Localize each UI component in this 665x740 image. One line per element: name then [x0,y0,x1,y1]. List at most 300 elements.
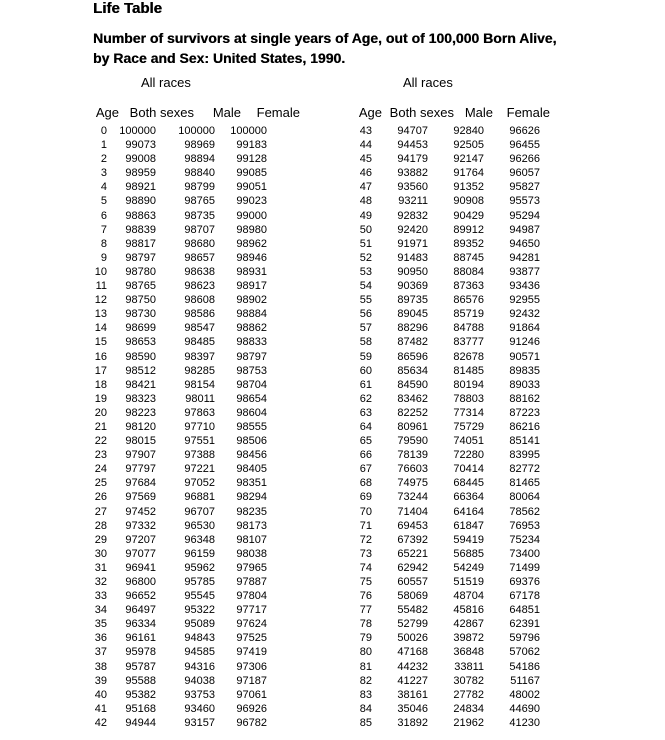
table-row [90,674,267,688]
cell-both-sexes: 93560 [397,181,428,194]
cell-male: 95322 [184,604,215,617]
cell-both-sexes: 80961 [397,420,428,433]
cell-female: 96782 [236,716,267,729]
cell-both-sexes: 95168 [125,702,156,715]
cell-both-sexes: 58069 [397,590,428,603]
right-column-headers [350,105,550,121]
table-row [350,688,540,702]
cell-female: 97965 [236,561,267,574]
cell-both-sexes: 83462 [397,392,428,405]
cell-male: 94843 [184,632,215,645]
cell-age: 52 [359,251,372,264]
table-row [350,575,540,589]
cell-female: 99000 [236,209,267,222]
table-row [90,209,267,223]
cell-both-sexes: 92420 [397,223,428,236]
cell-both-sexes: 97332 [125,519,156,532]
cell-both-sexes: 98653 [125,336,156,349]
cell-female: 48002 [509,688,540,701]
cell-male: 77314 [453,406,484,419]
cell-age: 67 [359,463,372,476]
cell-both-sexes: 98817 [125,237,156,250]
cell-female: 98980 [236,223,267,236]
cell-female: 98294 [236,491,267,504]
cell-male: 98657 [184,251,215,264]
cell-both-sexes: 98323 [125,392,156,405]
cell-male: 98397 [184,350,215,363]
cell-both-sexes: 74975 [397,477,428,490]
cell-both-sexes: 94707 [397,125,428,137]
cell-male: 98969 [184,139,215,152]
cell-male: 75729 [453,420,484,433]
cell-both-sexes: 69453 [397,519,428,532]
table-row [90,490,267,504]
cell-both-sexes: 97684 [125,477,156,490]
table-row [350,519,540,533]
cell-female: 82772 [509,463,540,476]
cell-female: 98962 [236,237,267,250]
cell-female: 95827 [509,181,540,194]
cell-male: 86576 [453,294,484,307]
cell-age: 4 [100,181,107,194]
cell-both-sexes: 95588 [125,674,156,687]
table-row [90,519,267,533]
cell-both-sexes: 94453 [397,139,428,152]
cell-female: 98107 [236,533,267,546]
cell-male: 97052 [184,477,215,490]
header-female: Female [506,105,550,120]
cell-male: 33811 [454,660,484,673]
cell-male: 95962 [184,561,215,574]
cell-female: 90571 [509,350,540,363]
table-row [350,434,540,448]
cell-male: 93753 [184,688,215,701]
cell-female: 97804 [236,590,267,603]
cell-age: 47 [359,181,372,194]
table-row [90,406,267,420]
cell-both-sexes: 91483 [397,251,428,264]
table-row [350,251,540,265]
cell-both-sexes: 85634 [397,364,428,377]
cell-female: 99183 [236,139,267,152]
cell-age: 58 [359,336,372,349]
cell-female: 98833 [236,336,267,349]
table-row [90,392,267,406]
table-row [90,166,267,180]
cell-male: 24834 [453,702,484,715]
cell-female: 88162 [509,392,540,405]
cell-female: 98654 [236,392,267,405]
page-subtitle: Number of survivors at single years of Age, out of 100,000 Born Alive, by Race and Sex: United States, 1990. [93,30,557,66]
cell-female: 97306 [236,660,267,673]
cell-both-sexes: 31892 [397,716,428,729]
table-row [350,589,540,603]
cell-male: 92840 [453,125,484,137]
cell-both-sexes: 88296 [397,322,428,335]
cell-male: 97388 [184,449,215,462]
cell-male: 89352 [453,237,484,250]
cell-female: 91864 [509,322,540,335]
table-row [90,180,267,194]
cell-both-sexes: 52799 [397,618,428,631]
cell-both-sexes: 98780 [125,265,156,278]
cell-female: 97187 [236,674,267,687]
cell-female: 99128 [236,153,267,166]
cell-male: 51519 [453,576,484,588]
cell-age: 16 [94,350,107,363]
table-row [350,674,540,688]
cell-female: 89835 [509,364,540,377]
cell-male: 82678 [453,350,484,363]
cell-male: 83777 [453,336,484,349]
cell-male: 61847 [453,519,484,532]
cell-female: 97717 [236,604,267,617]
table-row [90,688,267,702]
cell-age: 41 [94,702,107,715]
cell-male: 89912 [453,223,484,236]
cell-female: 98405 [236,463,267,476]
cell-age: 39 [94,674,107,687]
table-row [350,364,540,378]
cell-male: 98154 [184,378,215,391]
cell-age: 59 [359,350,372,363]
table-row [90,321,267,335]
cell-age: 83 [359,688,372,701]
cell-male: 96881 [184,491,215,504]
cell-male: 91352 [453,181,484,194]
cell-age: 75 [359,576,372,588]
cell-both-sexes: 97207 [125,533,156,546]
cell-female: 67178 [509,590,540,603]
table-row [350,378,540,392]
table-row [350,420,540,434]
cell-female: 98604 [236,406,267,419]
table-row [90,293,267,307]
cell-both-sexes: 98590 [125,350,156,363]
cell-age: 13 [94,308,107,321]
cell-both-sexes: 91971 [397,237,428,250]
cell-age: 21 [94,420,107,433]
right-group-label: All races [403,75,453,90]
cell-age: 44 [359,139,372,152]
cell-male: 90429 [453,209,484,222]
cell-both-sexes: 87482 [397,336,428,349]
cell-both-sexes: 94944 [125,716,156,729]
cell-female: 97525 [236,632,267,645]
left-group-label: All races [141,75,191,90]
cell-female: 98797 [236,350,267,363]
cell-female: 76953 [509,519,540,532]
cell-age: 53 [359,265,372,278]
cell-female: 99051 [236,181,267,194]
cell-both-sexes: 38161 [397,688,428,701]
cell-female: 59796 [509,632,540,645]
cell-male: 94585 [184,646,215,659]
cell-female: 98235 [236,505,267,518]
cell-age: 14 [94,322,107,335]
cell-male: 74051 [453,435,484,448]
cell-female: 98456 [236,449,267,462]
cell-male: 93157 [184,716,215,729]
cell-female: 94987 [509,223,540,236]
cell-male: 98894 [184,153,215,166]
table-row [350,490,540,504]
cell-male: 56885 [453,547,484,560]
cell-age: 40 [94,688,107,701]
cell-female: 97419 [236,646,267,659]
cell-male: 98638 [184,265,215,278]
cell-age: 79 [359,632,372,645]
cell-female: 78562 [509,505,540,518]
cell-female: 57062 [509,646,540,659]
cell-male: 95785 [184,576,215,588]
table-row [90,138,267,152]
cell-female: 98946 [236,251,267,264]
table-row [90,434,267,448]
cell-female: 71499 [509,561,540,574]
cell-age: 51 [359,237,372,250]
table-row [350,505,540,519]
cell-both-sexes: 95978 [125,646,156,659]
cell-both-sexes: 98890 [125,195,156,208]
cell-age: 32 [94,576,107,588]
cell-age: 12 [94,294,107,307]
cell-age: 50 [359,223,372,236]
cell-male: 94038 [184,674,215,687]
cell-female: 93436 [509,280,540,293]
cell-female: 96455 [509,139,540,152]
cell-age: 5 [100,195,107,208]
cell-male: 98586 [184,308,215,321]
cell-age: 0 [100,125,107,137]
table-row [90,194,267,208]
cell-female: 98173 [236,519,267,532]
cell-age: 3 [100,167,107,180]
cell-both-sexes: 98223 [125,406,156,419]
cell-both-sexes: 86596 [397,350,428,363]
cell-both-sexes: 71404 [397,505,428,518]
cell-both-sexes: 98730 [125,308,156,321]
cell-male: 39872 [453,632,484,645]
cell-male: 92505 [453,139,484,152]
cell-age: 24 [94,463,107,476]
table-row [90,716,267,730]
cell-both-sexes: 96161 [125,632,156,645]
cell-male: 81485 [453,364,484,377]
table-row [350,603,540,617]
cell-female: 99023 [236,195,267,208]
cell-both-sexes: 96334 [125,618,156,631]
cell-age: 25 [94,477,107,490]
table-row [350,321,540,335]
table-row [350,307,540,321]
cell-male: 91764 [453,167,484,180]
cell-age: 72 [359,533,372,546]
cell-age: 84 [359,702,372,715]
table-row [90,631,267,645]
cell-male: 68445 [453,477,484,490]
cell-both-sexes: 98765 [125,280,156,293]
cell-age: 73 [359,547,372,560]
cell-age: 65 [359,435,372,448]
cell-female: 91246 [509,336,540,349]
cell-female: 92432 [509,308,540,321]
table-row [350,716,540,730]
cell-age: 36 [94,632,107,645]
cell-male: 70414 [453,463,484,476]
cell-both-sexes: 97907 [125,449,156,462]
cell-both-sexes: 98750 [125,294,156,307]
cell-age: 69 [359,491,372,504]
cell-female: 98555 [236,420,267,433]
table-row [90,561,267,575]
table-row [90,617,267,631]
cell-age: 7 [100,223,107,236]
cell-female: 41230 [509,716,540,729]
cell-both-sexes: 93882 [397,167,428,180]
cell-male: 98735 [184,209,215,222]
cell-age: 33 [94,590,107,603]
cell-age: 63 [359,406,372,419]
table-row [350,265,540,279]
cell-age: 15 [94,336,107,349]
cell-age: 76 [359,590,372,603]
table-row [350,660,540,674]
cell-male: 97863 [184,406,215,419]
table-row [90,505,267,519]
cell-female: 98884 [236,308,267,321]
cell-both-sexes: 35046 [397,702,428,715]
cell-female: 96626 [509,125,540,137]
cell-age: 19 [94,392,107,405]
table-row [90,448,267,462]
header-age: Age [358,105,382,120]
cell-both-sexes: 98512 [125,364,156,377]
cell-age: 6 [100,209,107,222]
cell-age: 29 [94,533,107,546]
table-row [350,124,540,138]
cell-both-sexes: 92832 [397,209,428,222]
cell-male: 27782 [453,688,484,701]
cell-age: 10 [94,265,107,278]
table-row [90,152,267,166]
cell-male: 100000 [178,125,215,137]
cell-age: 17 [94,364,107,377]
table-row [350,533,540,547]
cell-both-sexes: 96800 [125,576,156,588]
cell-both-sexes: 89045 [397,308,428,321]
cell-both-sexes: 62942 [397,561,428,574]
cell-female: 96057 [509,167,540,180]
cell-male: 97710 [184,420,215,433]
cell-age: 23 [94,449,107,462]
cell-female: 95573 [509,195,540,208]
table-row [90,279,267,293]
cell-age: 48 [359,195,372,208]
cell-male: 98011 [185,392,215,405]
cell-female: 62391 [509,618,540,631]
cell-male: 54249 [453,561,484,574]
table-row [90,350,267,364]
table-row [350,392,540,406]
table-row [90,237,267,251]
cell-age: 45 [359,153,372,166]
cell-both-sexes: 98120 [125,420,156,433]
cell-male: 96348 [184,533,215,546]
table-row [90,575,267,589]
table-row [350,180,540,194]
cell-both-sexes: 94179 [397,153,428,166]
cell-age: 85 [359,716,372,729]
cell-male: 64164 [453,505,484,518]
cell-female: 97887 [236,576,267,588]
header-male: Male [464,105,493,120]
cell-both-sexes: 96652 [125,590,156,603]
cell-male: 94316 [184,660,215,673]
table-row [350,293,540,307]
table-row [350,350,540,364]
cell-both-sexes: 98015 [125,435,156,448]
cell-male: 98707 [184,223,215,236]
cell-both-sexes: 98863 [125,209,156,222]
table-row [90,462,267,476]
cell-female: 98917 [236,280,267,293]
cell-male: 97221 [184,463,215,476]
cell-both-sexes: 84590 [397,378,428,391]
cell-female: 73400 [509,547,540,560]
cell-female: 85141 [509,435,540,448]
left-column-headers [90,105,300,121]
cell-age: 61 [359,378,372,391]
header-male: Male [212,105,241,120]
cell-male: 84788 [453,322,484,335]
table-row [350,617,540,631]
cell-both-sexes: 96497 [125,604,156,617]
cell-age: 66 [359,449,372,462]
cell-age: 37 [94,646,107,659]
header-both-sexes: Both sexes [129,105,194,120]
cell-age: 62 [359,392,372,405]
table-row [90,533,267,547]
cell-both-sexes: 90369 [397,280,428,293]
cell-male: 96159 [184,547,215,560]
cell-both-sexes: 79590 [397,435,428,448]
cell-male: 98840 [184,167,215,180]
cell-both-sexes: 60557 [397,576,428,588]
cell-female: 98902 [236,294,267,307]
cell-both-sexes: 55482 [397,604,428,617]
cell-both-sexes: 97452 [125,505,156,518]
cell-age: 26 [94,491,107,504]
cell-age: 74 [359,561,372,574]
cell-both-sexes: 76603 [397,463,428,476]
cell-female: 97061 [236,688,267,701]
table-row [350,237,540,251]
cell-male: 59419 [453,533,484,546]
right-survivor-table [350,124,540,730]
cell-both-sexes: 73244 [397,491,428,504]
cell-both-sexes: 97569 [125,491,156,504]
cell-both-sexes: 78139 [397,449,428,462]
cell-male: 95545 [184,590,215,603]
cell-both-sexes: 97797 [125,463,156,476]
cell-male: 85719 [453,308,484,321]
cell-female: 100000 [230,125,267,137]
cell-both-sexes: 99073 [125,139,156,152]
table-row [350,448,540,462]
cell-male: 45816 [453,604,484,617]
cell-male: 78803 [453,392,484,405]
